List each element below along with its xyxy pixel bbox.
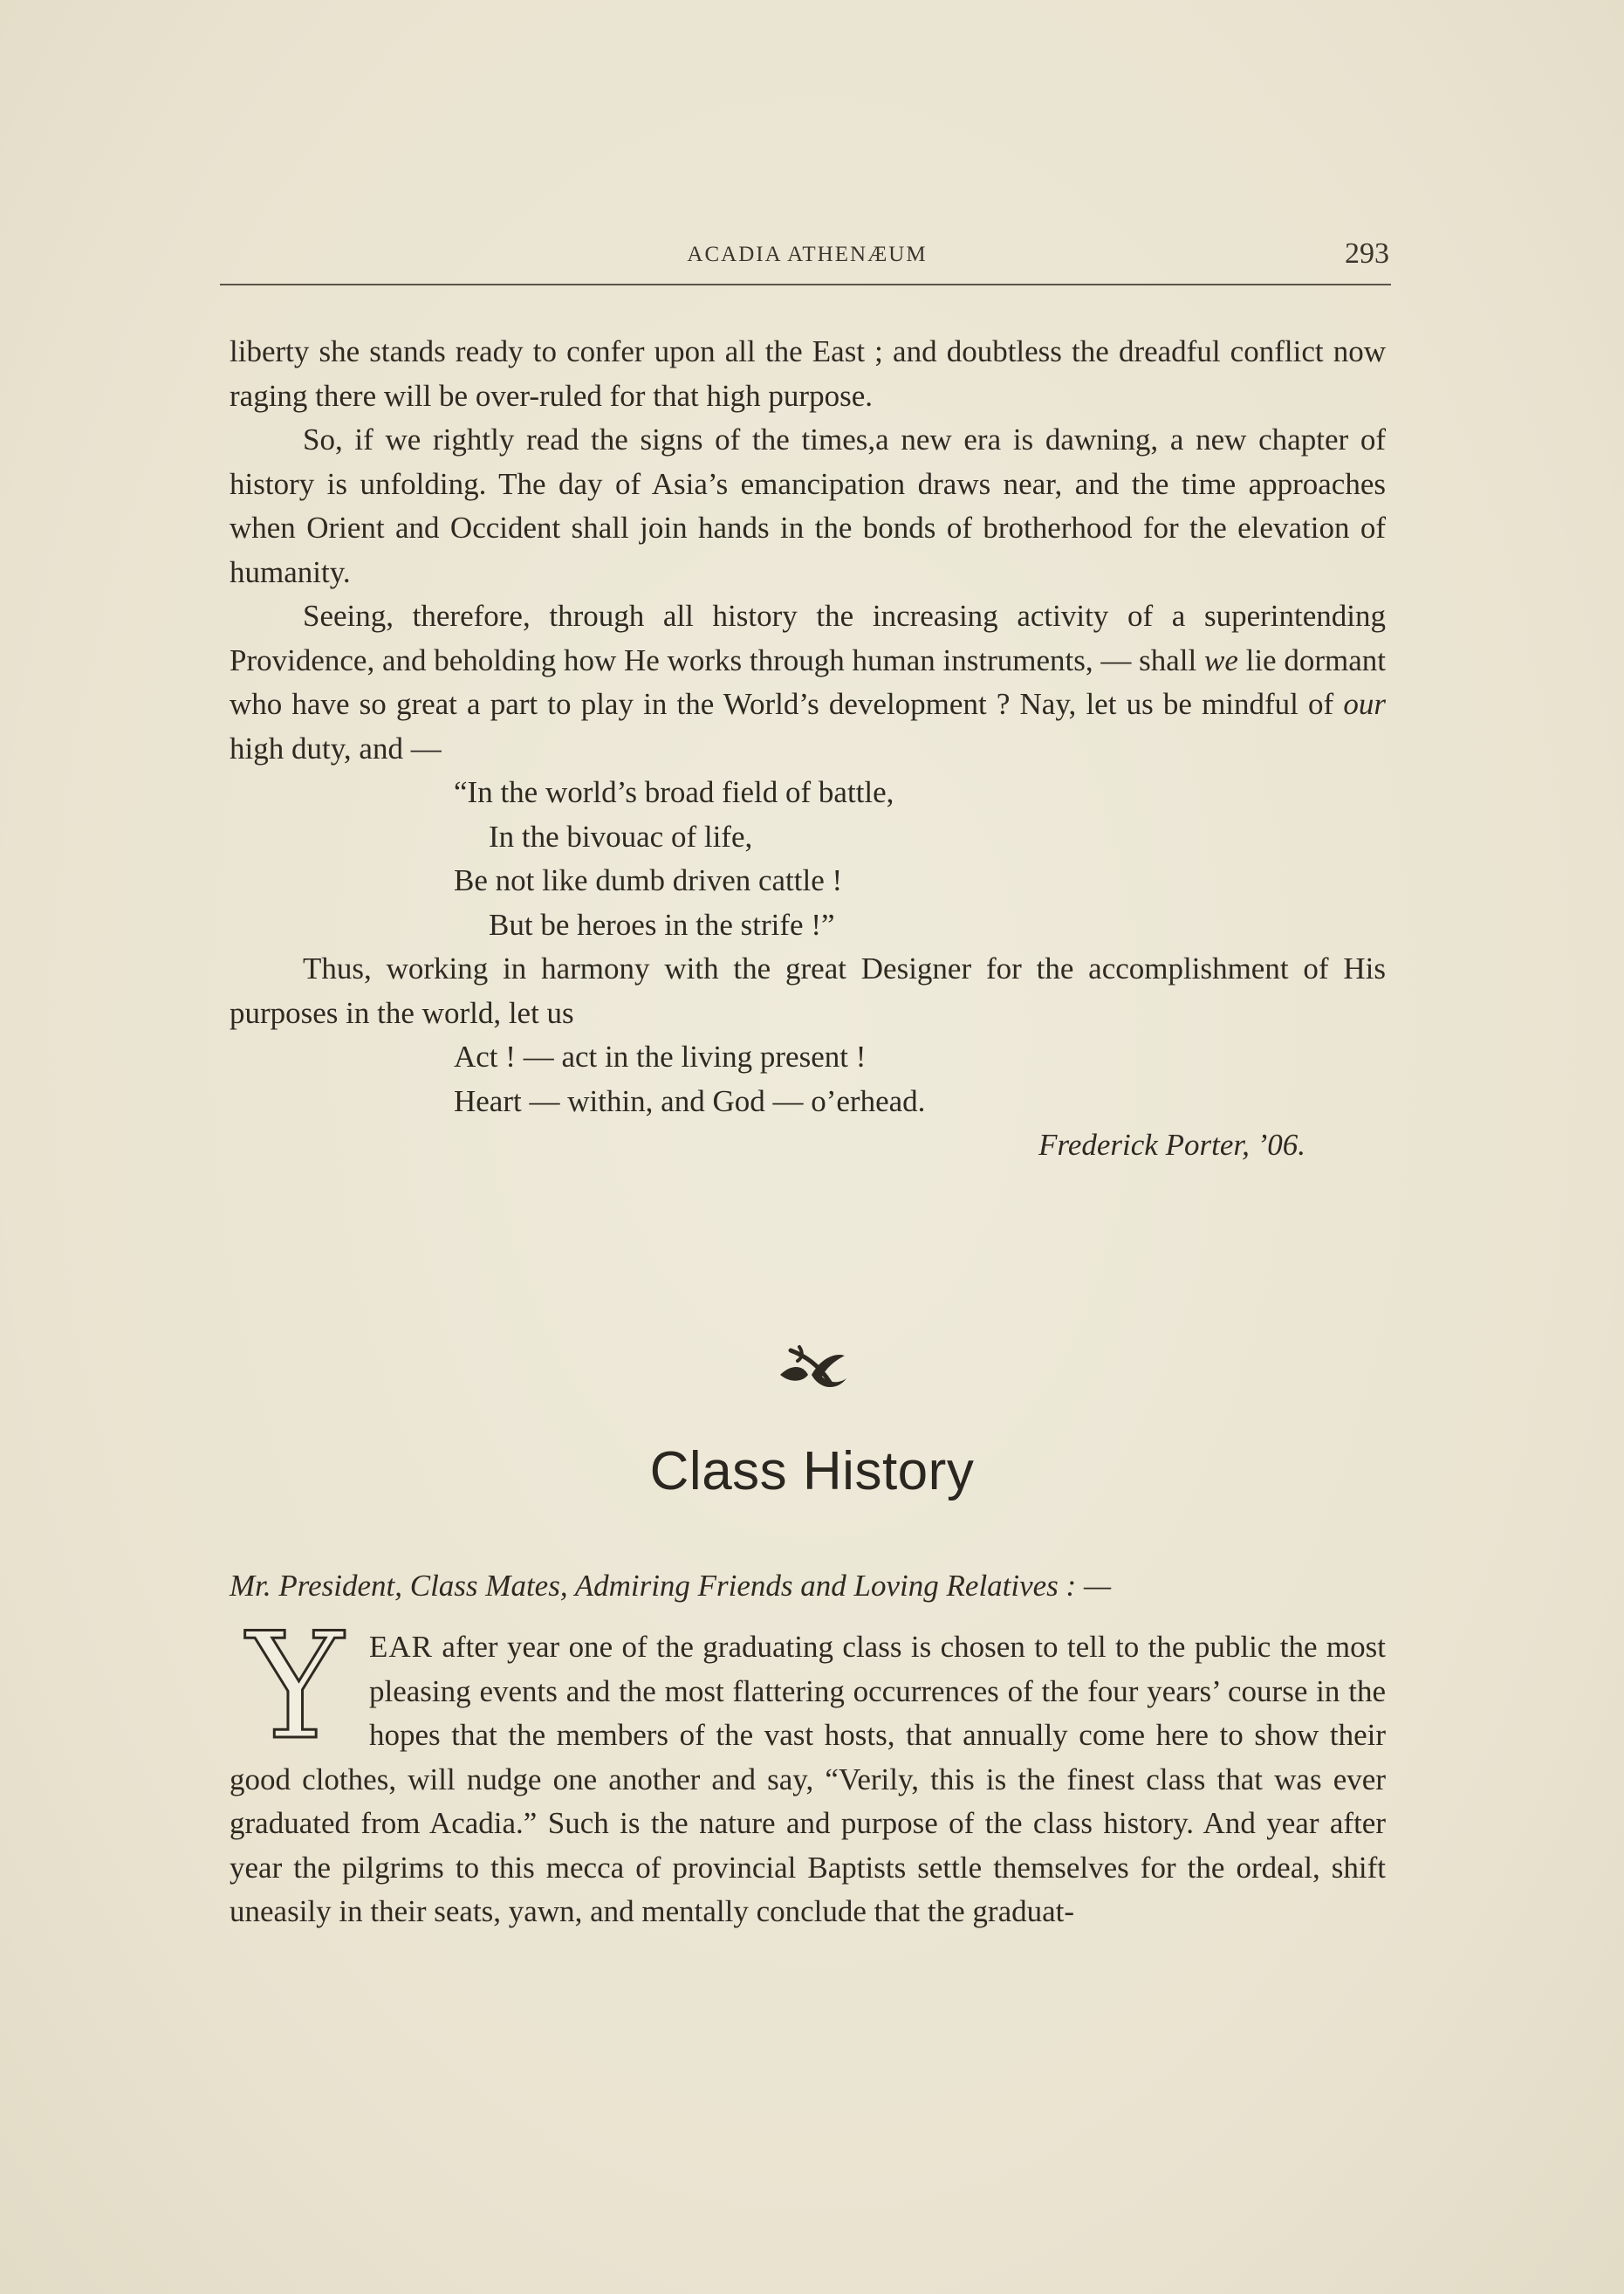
page-number: 293 <box>1345 237 1389 270</box>
header-rule <box>220 284 1391 285</box>
verse-line: “In the world’s broad field of battle, <box>454 775 894 809</box>
verse-line: In the bivouac of life, <box>489 819 753 854</box>
running-title: ACADIA ATHENÆUM <box>687 243 928 266</box>
author-signature: Frederick Porter, ’06. <box>1038 1128 1305 1162</box>
emphasis: our <box>1343 687 1386 721</box>
paragraph-text: high duty, and — <box>230 731 442 766</box>
section-title: Class History <box>649 1441 975 1501</box>
salutation: Mr. President, Class Mates, Admiring Friends and Loving Relatives : — <box>230 1569 1112 1603</box>
drop-cap: Y <box>246 1601 344 1772</box>
class-history-text <box>230 1601 1386 1934</box>
paragraph-text: after year one of the graduating class is chosen to tell to the public the most pleasing events and the most flattering occurrences of the four years’ course in the hopes that the members of the vast hosts, that annually come here to show their good clothes, will nudge one another and say, “Verily, this is the finest class that was ever graduated from Acadia.” Such is the nature and purpose of the class history. And year after year the pilgrims to this mecca of provincial Baptists settle themselves for the ordeal, shift uneasily in their seats, yawn, and mentally conclude that the graduat- <box>230 1630 1386 1928</box>
page-header <box>225 237 1389 285</box>
paragraph: Thus, working in harmony with the great Designer for the accomplishment of His purposes in the world, let us <box>230 951 1386 1030</box>
paragraph-text: Seeing, therefore, through all history the increasing activity of a superintending Providence, and beholding how He works through human instruments, — shall <box>230 599 1386 677</box>
verse-quote <box>230 1035 1386 1123</box>
verse-line: Be not like dumb driven cattle ! <box>454 863 843 897</box>
paragraph-text: lie dormant who have so great a part to play in the World’s development ? Nay, let us be mindful of <box>230 642 1386 721</box>
emphasis: we <box>1203 642 1238 677</box>
first-word: EAR <box>369 1630 433 1664</box>
paragraph: liberty she stands ready to confer upon all the East ; and doubtless the dreadful conflict now raging there will be over-ruled for that high purpose. <box>230 334 1386 413</box>
fleuron-icon <box>0 1340 1624 1397</box>
paragraph: So, if we rightly read the signs of the times,a new era is dawning, a new chapter of history is unfolding. The day of Asia’s emancipation draws near, and the time approaches when Orient and Occident shall join hands in the bonds of brotherhood for the elevation of humanity. <box>230 422 1386 589</box>
verse-line: Act ! — act in the living present ! <box>454 1040 867 1074</box>
essay-text <box>230 330 1386 1168</box>
paragraph <box>230 594 1386 771</box>
verse-quote <box>230 771 1386 947</box>
verse-line: Heart — within, and God — o’erhead. <box>454 1083 926 1118</box>
verse-line: But be heroes in the strife !” <box>489 907 835 942</box>
